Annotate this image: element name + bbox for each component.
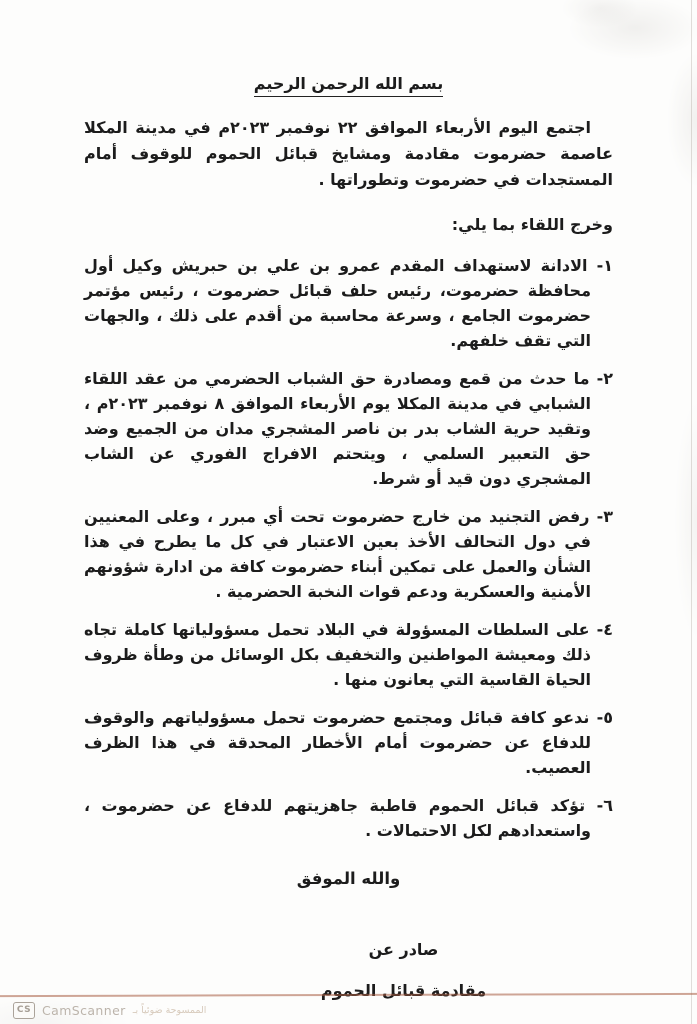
issued-by-label: صادر عن: [368, 940, 439, 959]
item-number: ٢-: [596, 369, 613, 388]
camscanner-watermark: [13, 1000, 206, 1020]
outcome-heading: وخرج اللقاء بما يلي:: [451, 215, 613, 234]
item-text: ما حدث من قمع ومصادرة حق الشباب الحضرمي من عقد اللقاء الشبابي في مدينة المكلا يوم الأربعاء الموافق ٨ نوفمبر ٢٠٢٣م ، وتقيد حرية الشاب بدر بن ناصر المشجري مدان من الجميع وضد حق التعبير السلمي ، ويتحتم الافراج الفوري عن الشاب المشجري دون قيد أو شرط.: [84, 369, 591, 488]
item-text: الادانة لاستهداف المقدم عمرو بن علي بن حبريش وكيل أول محافظة حضرموت، رئيس حلف قبائل حضرموت ، رئيس مؤتمر حضرموت الجامع ، وسرعة محاسبة من أقدم على ذلك ، والجهات التي تقف خلفهم.: [84, 256, 591, 350]
item-text: رفض التجنيد من خارج حضرموت تحت أي مبرر ، وعلى المعنيين في دول التحالف الأخذ بعين الاعتبار في كل ما يطرح في هذا الشأن والعمل على تمكين أبناء حضرموت كافة من ادارة شؤونهم الأمنية والعسكرية ودعم قوات النخبة الحضرمية .: [84, 507, 591, 601]
scan-edge-shadow: [691, 0, 692, 1024]
intro-paragraph: اجتمع اليوم الأربعاء الموافق ٢٢ نوفمبر ٢٠٢٣م في مدينة المكلا عاصمة حضرموت مقادمة ومشايخ قبائل الحموم للوقوف أمام المستجدات في حضرموت وتطوراتها .: [84, 118, 613, 189]
camscanner-logo-icon: [13, 1002, 35, 1019]
resolution-item-6: [84, 793, 613, 843]
item-text: ندعو كافة قبائل ومجتمع حضرموت تحمل مسؤولياتهم والوقوف للدفاع عن حضرموت أمام الأخطار المحدقة في هذا الظرف العصيب.: [84, 708, 591, 777]
item-number: ٦-: [596, 796, 613, 815]
resolution-item-1: [84, 253, 613, 353]
item-text: على السلطات المسؤولة في البلاد تحمل مسؤولياتها كاملة تجاه ذلك ومعيشة المواطنين والتخفيف بكل الوسائل من وطأة ظروف الحياة القاسية التي يعانون منها .: [84, 620, 591, 689]
closing-phrase: والله الموفق: [296, 869, 401, 888]
issuer-name: مقادمة قبائل الحموم: [320, 981, 487, 1000]
camscanner-logo-text: CS: [16, 1005, 32, 1015]
basmala-heading: [84, 74, 613, 97]
item-number: ٥-: [596, 708, 613, 727]
camscanner-app-name: CamScanner: [42, 1002, 126, 1018]
resolution-item-5: [84, 705, 613, 780]
resolution-item-2: [84, 366, 613, 491]
scanned-note-text: الممسوحة ضوئياً بـ: [132, 1004, 207, 1016]
basmala-text: بسم الله الرحمن الرحيم: [254, 74, 443, 97]
resolution-item-3: [84, 504, 613, 604]
resolution-item-4: [84, 617, 613, 692]
item-number: ١-: [596, 256, 613, 275]
signature-block: [274, 940, 534, 1000]
item-text: تؤكد قبائل الحموم قاطبة جاهزيتهم للدفاع عن حضرموت ، واستعدادهم لكل الاحتمالات .: [84, 796, 591, 840]
item-number: ٤-: [596, 620, 614, 639]
item-number: ٣-: [596, 507, 613, 526]
